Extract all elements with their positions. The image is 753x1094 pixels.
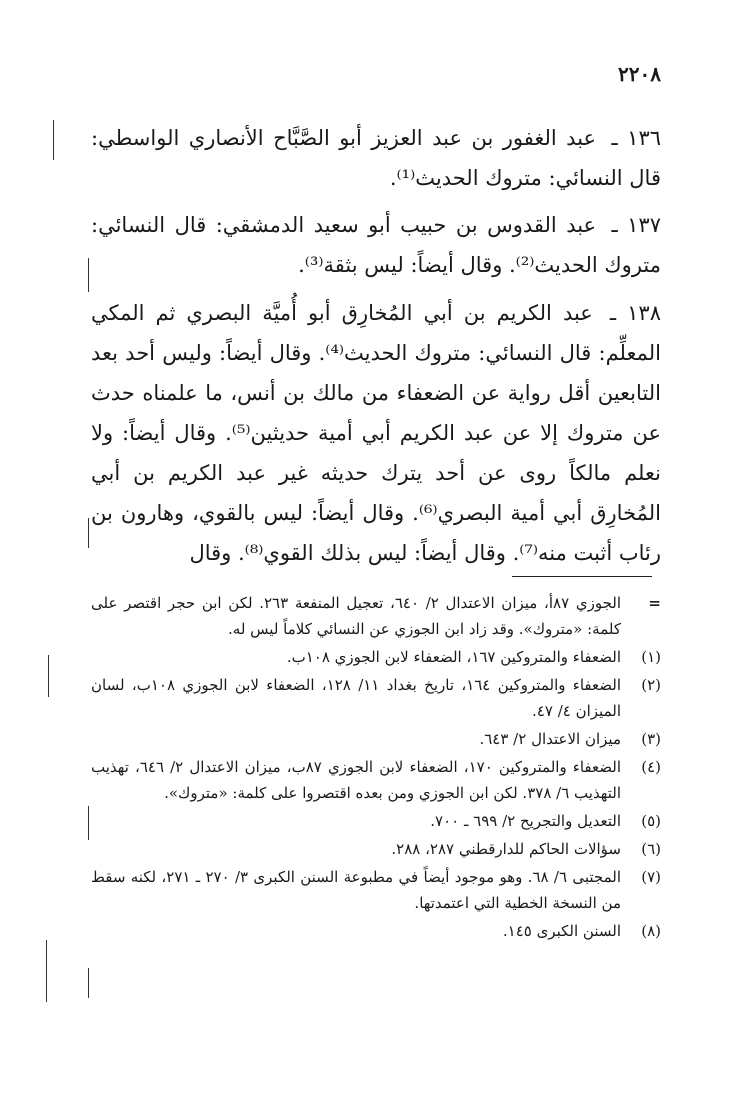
footnote-text: ميزان الاعتدال ٢/ ٦٤٣. (479, 730, 621, 748)
footnote-1 (91, 644, 661, 670)
scan-mark (88, 806, 89, 840)
footnote-7 (91, 864, 661, 916)
footnote-4 (91, 754, 661, 806)
footnote-marker: (٣) (641, 730, 661, 748)
footnote-5 (91, 808, 661, 834)
footnote-marker: (١) (641, 648, 661, 666)
footnote-2 (91, 672, 661, 724)
page-number: ٢٢٠٨ (618, 62, 661, 86)
scan-mark (53, 120, 54, 160)
footnote-marker: (٧) (641, 868, 661, 886)
entry-text: عبد القدوس بن حبيب أبو سعيد الدمشقي: قال النسائي: متروك الحديث⁽²⁾. وقال أيضاً: ليس بثقة⁽³⁾. (91, 213, 661, 277)
footnote-text: الجوزي ٨٧أ، ميزان الاعتدال ٢/ ٦٤٠، تعجيل المنفعة ٢٦٣. لكن ابن حجر اقتصر على كلمة: «متروك». وقد زاد ابن الجوزي عن النسائي كلاماً ليس له. (91, 594, 621, 638)
footnote-marker: (٦) (641, 840, 661, 858)
footnote-marker: (٤) (641, 758, 661, 776)
entry-137 (91, 205, 661, 285)
footnote-marker: (٨) (641, 922, 661, 940)
footnote-continuation (91, 590, 661, 642)
footnote-text: الضعفاء والمتروكين ١٦٧، الضعفاء لابن الجوزي ١٠٨ب. (286, 648, 621, 666)
footnote-3 (91, 726, 661, 752)
footnote-text: التعديل والتجريح ٢/ ٦٩٩ ـ ٧٠٠. (430, 812, 621, 830)
footnote-separator (512, 576, 652, 577)
entry-text: عبد الغفور بن عبد العزيز أبو الصَّبَّاح الأنصاري الواسطي: قال النسائي: متروك الحديث⁽¹⁾. (91, 126, 661, 190)
entry-text: عبد الكريم بن أبي المُخارِق أبو أُميَّة البصري ثم المكي المعلِّم: قال النسائي: متروك الحديث⁽⁴⁾. وقال أيضاً: وليس أحد بعد التابعين أقل رواية عن الضعفاء من مالك بن أنس، ما علمناه حدث عن متروك إلا عن عبد الكريم أبي أمية حديثين⁽⁵⁾. وقال أيضاً: ولا نعلم مالكاً روى عن أحد يترك حديثه غير عبد الكريم بن أبي المُخارِق أبي أمية البصري⁽⁶⁾. وقال أيضاً: ليس بالقوي، وهارون بن رئاب أثبت منه⁽⁷⁾. وقال أيضاً: ليس بذلك القوي⁽⁸⁾. وقال (91, 301, 661, 565)
footnote-text: سؤالات الحاكم للدارقطني ٢٨٧، ٢٨٨. (391, 840, 621, 858)
footnote-text: الضعفاء والمتروكين ١٧٠، الضعفاء لابن الجوزي ٨٧ب، ميزان الاعتدال ٢/ ٦٤٦، تهذيب التهذيب ٦/ ٣٧٨. لكن ابن الجوزي ومن بعده اقتصروا على كلمة: «متروك». (91, 758, 621, 802)
scan-mark (88, 518, 89, 548)
footnote-text: المجتبى ٦/ ٦٨. وهو موجود أيضاً في مطبوعة السنن الكبرى ٣/ ٢٧٠ ـ ٢٧١، لكنه سقط من النسخة الخطية التي اعتمدتها. (91, 868, 621, 912)
entry-number: ١٣٦ ـ (611, 126, 662, 150)
scan-mark (88, 258, 89, 292)
footnote-6 (91, 836, 661, 862)
entry-number: ١٣٧ ـ (611, 213, 661, 237)
entry-138 (91, 293, 661, 573)
scan-mark (88, 968, 89, 998)
footnote-text: الضعفاء والمتروكين ١٦٤، تاريخ بغداد ١١/ ١٢٨، الضعفاء لابن الجوزي ١٠٨ب، لسان الميزان ٤/ ٤٧. (91, 676, 621, 720)
footnote-marker: (٢) (641, 676, 661, 694)
footnotes (91, 590, 661, 946)
footnote-text: السنن الكبرى ١٤٥. (502, 922, 621, 940)
scan-mark (48, 655, 49, 697)
entry-136 (91, 118, 661, 198)
footnote-marker: = (648, 594, 661, 612)
footnote-8 (91, 918, 661, 944)
footnote-marker: (٥) (641, 812, 661, 830)
entry-number: ١٣٨ ـ (609, 301, 661, 325)
scan-mark (46, 940, 47, 1002)
